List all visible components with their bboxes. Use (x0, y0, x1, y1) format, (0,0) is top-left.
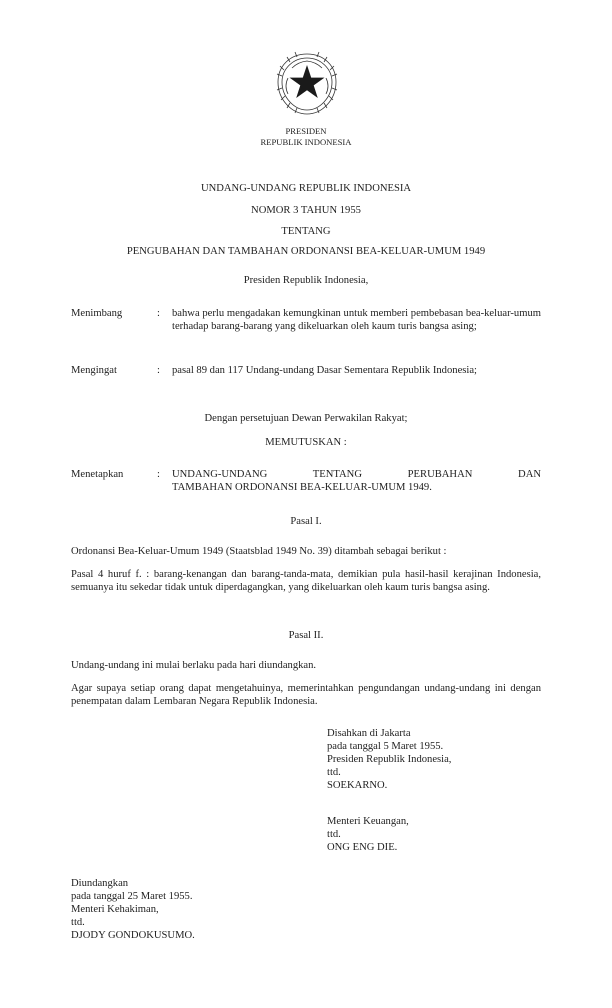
header-presiden: PRESIDEN (285, 126, 327, 136)
diundangkan-ttd: ttd. (71, 917, 85, 928)
signature-date: pada tanggal 5 Maret 1955. (327, 741, 444, 752)
mengingat-colon: : (157, 365, 160, 376)
menimbang-text: bahwa perlu mengadakan kemungkinan untuk memberi pembebasan bea-keluar-umum terhadap barang-barang yang dikeluarkan oleh kaum turis bangsa asing; (172, 308, 541, 332)
diundangkan-block (71, 877, 331, 942)
minister-title: Menteri Keuangan, (327, 816, 409, 827)
title-number: NOMOR 3 TAHUN 1955 (251, 205, 361, 216)
menetapkan-line1: UNDANG-UNDANG TENTANG PERUBAHAN DAN (172, 469, 541, 480)
minister-name: ONG ENG DIE. (327, 842, 398, 853)
diundangkan-date: pada tanggal 25 Maret 1955. (71, 891, 193, 902)
minister-ttd: ttd. (327, 829, 341, 840)
title-tentang: TENTANG (281, 226, 331, 237)
header-republik: REPUBLIK INDONESIA (260, 137, 352, 147)
signature-title: Presiden Republik Indonesia, (327, 754, 452, 765)
menimbang-label: Menimbang (71, 308, 123, 319)
signature-block (327, 727, 547, 792)
title-law: UNDANG-UNDANG REPUBLIK INDONESIA (200, 183, 412, 194)
diundangkan-label: Diundangkan (71, 878, 129, 889)
pasal-1-heading: Pasal I. (290, 516, 322, 527)
preamble: Presiden Republik Indonesia, (243, 275, 369, 286)
diundangkan-title: Menteri Kehakiman, (71, 904, 159, 915)
title-subject: PENGUBAHAN DAN TAMBAHAN ORDONANSI BEA-KELUAR-UMUM 1949 (126, 246, 486, 257)
mengingat-text: pasal 89 dan 117 Undang-undang Dasar Sementara Republik Indonesia; (172, 365, 477, 376)
pasal-2-heading: Pasal II. (288, 630, 324, 641)
pasal-2-p1: Undang-undang ini mulai berlaku pada hari diundangkan. (71, 660, 317, 671)
garuda-star-emblem-icon (270, 48, 344, 120)
menetapkan-colon: : (157, 469, 160, 480)
pasal-1-text: Pasal 4 huruf f. : barang-kenangan dan barang-tanda-mata, demikian pula hasil-hasil kerajinan Indonesia, semuanya itu sekedar tidak untuk diperdagangkan, yang dikeluarkan oleh kaum turis bangsa asing. (71, 569, 541, 593)
diundangkan-name: DJODY GONDOKUSUMO. (71, 930, 195, 941)
signature-place: Disahkan di Jakarta (327, 728, 411, 739)
menimbang-colon: : (157, 308, 160, 319)
pasal-1-intro: Ordonansi Bea-Keluar-Umum 1949 (Staatsblad 1949 No. 39) ditambah sebagai berikut : (71, 546, 447, 557)
signature-name: SOEKARNO. (327, 780, 388, 791)
menetapkan-line2: TAMBAHAN ORDONANSI BEA-KELUAR-UMUM 1949. (172, 482, 432, 493)
menetapkan-text (172, 468, 541, 494)
mengingat-label: Mengingat (71, 365, 117, 376)
persetujuan: Dengan persetujuan Dewan Perwakilan Rakyat; (204, 413, 408, 424)
signature-ttd: ttd. (327, 767, 341, 778)
memutuskan-heading: MEMUTUSKAN : (265, 437, 347, 448)
pasal-2-p2: Agar supaya setiap orang dapat mengetahuinya, memerintahkan pengundangan undang-undang ini dengan penempatan dalam Lembaran Negara Republik Indonesia. (71, 683, 541, 707)
menetapkan-label: Menetapkan (71, 469, 124, 480)
minister-block (327, 815, 547, 854)
